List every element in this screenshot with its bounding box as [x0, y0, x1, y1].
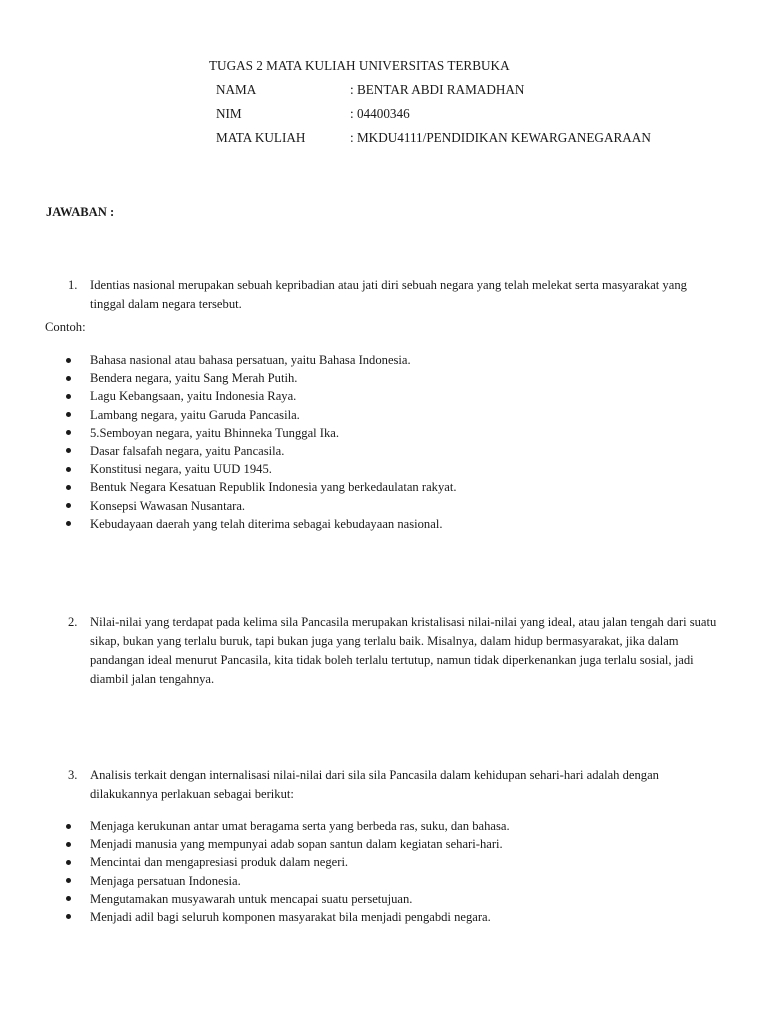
course-label: MATA KULIAH: [216, 130, 306, 145]
document-title: TUGAS 2 MATA KULIAH UNIVERSITAS TERBUKA: [209, 58, 510, 73]
list-item: 5.Semboyan negara, yaitu Bhinneka Tunggal Ika.: [66, 424, 457, 442]
list-item: Konsepsi Wawasan Nusantara.: [66, 497, 457, 515]
bullet-icon: [66, 376, 71, 381]
bullet-icon: [66, 394, 71, 399]
bullet-icon: [66, 824, 71, 829]
list-item: Menjadi adil bagi seluruh komponen masyarakat bila menjadi pengabdi negara.: [66, 908, 510, 926]
bullet-icon: [66, 358, 71, 363]
bullet-icon: [66, 467, 71, 472]
list-item: Menjaga kerukunan antar umat beragama serta yang berbeda ras, suku, dan bahasa.: [66, 817, 510, 835]
list-item: Bentuk Negara Kesatuan Republik Indonesia yang berkedaulatan rakyat.: [66, 478, 457, 496]
bullet-icon: [66, 842, 71, 847]
list-item: Menjadi manusia yang mempunyai adab sopan santun dalam kegiatan sehari-hari.: [66, 835, 510, 853]
name-label: NAMA: [216, 82, 257, 97]
bullet-icon: [66, 896, 71, 901]
answer-1-text: Identias nasional merupakan sebuah kepribadian atau jati diri sebuah negara yang telah melekat serta masyarakat yang tinggal dalam negara tersebut.: [90, 278, 687, 311]
list-item: Kebudayaan daerah yang telah diterima sebagai kebudayaan nasional.: [66, 515, 457, 533]
list-item: Lagu Kebangsaan, yaitu Indonesia Raya.: [66, 387, 457, 405]
bullet-icon: [66, 860, 71, 865]
bullet-icon: [66, 448, 71, 453]
nim-value: : 04400346: [350, 106, 410, 121]
list-item: Mencintai dan mengapresiasi produk dalam negeri.: [66, 853, 510, 871]
answer-2-text: Nilai-nilai yang terdapat pada kelima sila Pancasila merupakan kristalisasi nilai-nilai yang ideal, atau jalan tengah dari suatu sikap, bukan yang terlalu buruk, tapi bukan juga yang terlalu baik. Misalnya, dalam hidup bermasyarakat, jika dalam pandangan ideal menurut Pancasila, kita tidak boleh terlalu tertutup, namun tidak diperkenankan juga terlalu sosial, jadi diambil jalan tengahnya.: [90, 615, 717, 686]
bullet-icon: [66, 485, 71, 490]
bullet-icon: [66, 503, 71, 508]
name-value: : BENTAR ABDI RAMADHAN: [350, 82, 525, 97]
answer-3-text: Analisis terkait dengan internalisasi nilai-nilai dari sila sila Pancasila dalam kehidupan sehari-hari adalah dengan dilakukannya perlakuan sebagai berikut:: [90, 768, 659, 801]
list-item: Dasar falsafah negara, yaitu Pancasila.: [66, 442, 457, 460]
nim-label: NIM: [216, 106, 242, 121]
list-item: Konstitusi negara, yaitu UUD 1945.: [66, 460, 457, 478]
examples-list: [66, 351, 457, 533]
list-item: Menjaga persatuan Indonesia.: [66, 872, 510, 890]
answer-2-number: 2.: [68, 615, 78, 629]
answer-3-number: 3.: [68, 768, 78, 782]
list-item: Lambang negara, yaitu Garuda Pancasila.: [66, 406, 457, 424]
bullet-icon: [66, 430, 71, 435]
bullet-icon: [66, 878, 71, 883]
list-item: Mengutamakan musyawarah untuk mencapai suatu persetujuan.: [66, 890, 510, 908]
list-item: Bahasa nasional atau bahasa persatuan, yaitu Bahasa Indonesia.: [66, 351, 457, 369]
bullet-icon: [66, 914, 71, 919]
bullet-icon: [66, 521, 71, 526]
course-value: : MKDU4111/PENDIDIKAN KEWARGANEGARAAN: [350, 130, 651, 145]
bullet-icon: [66, 412, 71, 417]
examples-label: Contoh:: [45, 320, 86, 334]
actions-list: [66, 817, 510, 926]
answers-heading: JAWABAN :: [46, 205, 115, 219]
answer-1-number: 1.: [68, 278, 78, 292]
list-item: Bendera negara, yaitu Sang Merah Putih.: [66, 369, 457, 387]
